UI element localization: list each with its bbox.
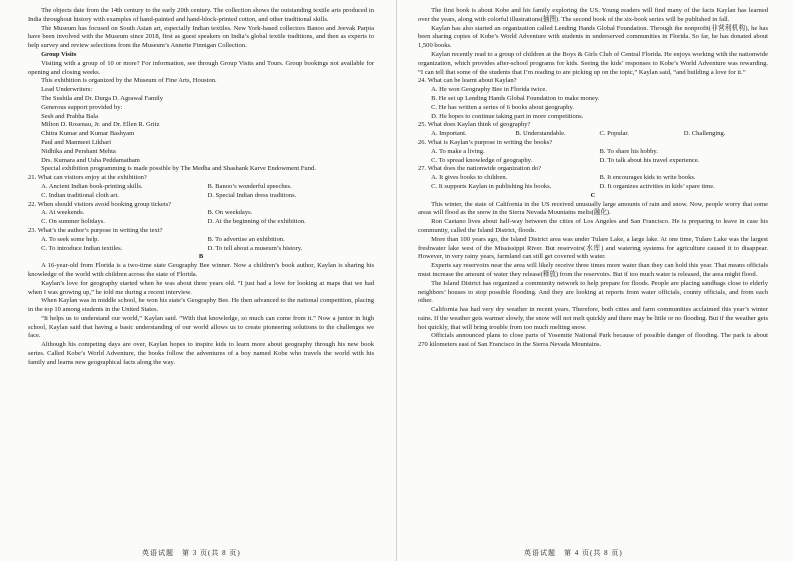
- option-b: B. To share his hobby.: [599, 147, 658, 155]
- option-d: D. Special Indian dress traditions.: [207, 191, 297, 199]
- sponsor-line: Chitra Kumar and Kumar Bashyam: [41, 130, 135, 138]
- option-c: C. On summer holidays.: [41, 218, 105, 226]
- option-b: B. Understandable.: [515, 130, 566, 138]
- right-page: [418, 7, 768, 547]
- option-b: B. To advertise an exhibition.: [207, 235, 285, 243]
- option-b: B. It encourages kids to write books.: [599, 174, 696, 182]
- paragraph: The Island District has organized a community network to help prepare for floods. People are placing sandbags close to elderly neighbors’ houses to stop possible flooding. And they are looking at reports from water officials, county officials, and from each other.: [418, 279, 768, 305]
- question-25-options: [418, 130, 768, 139]
- option-c: C. Indian traditional cloth art.: [41, 191, 119, 199]
- option-d: D. At the beginning of the exhibition.: [207, 218, 306, 226]
- paragraph: The objects date from the 14th century to the early 20th century. The collection shows the outstanding textile arts produced in India throughout history with examples of hand-painted and hand-block-printed cotton, and other traditional skills.: [28, 7, 374, 23]
- option-b: B. Banoo’s wonderful speeches.: [207, 182, 292, 190]
- question-27: 27. What does the nationwide organization do?: [418, 165, 542, 173]
- option-c: C. He has written a series of 6 books about geography.: [431, 103, 574, 111]
- paragraph: Kaylan recently read to a group of children at the Boys & Girls Club of Central Florida. He enjoys working with the nationwide organization, which provides after-school programs for kids. Seeing the kids’ responses to Kobe’s World Adventure was rewarding. “I can tell that some of the students that I’m reading to are picking up on the topic,” Kaylan said, “and building a love for it.”: [418, 50, 768, 76]
- option-d: D. He hopes to continue taking part in more competitions.: [431, 112, 584, 120]
- sponsor-line: The Sushila and Dr. Durga D. Agrawal Family: [41, 94, 163, 102]
- sponsor-line: Nidhika and Pershant Mehta: [41, 147, 116, 155]
- paragraph: Special exhibition programming is made possible by The Medha and Shashank Karve Endowment Fund.: [41, 165, 316, 173]
- question-25: 25. What does Kaylan think of geography?: [418, 121, 531, 129]
- paragraph: Although his competing days are over, Kaylan hopes to inspire kids to learn more about geography through his new book series. Called Kobe’s World Adventure, the books follow the adventures of a boy named Kobe who travels the world with his family and learns new geographical facts along the way.: [28, 341, 374, 366]
- sponsor-line: Sesh and Prabha Bala: [41, 112, 99, 120]
- paragraph: Experts say reservoirs near the area will likely receive three times more water than they can hold this year. That means officials must increase the amount of water they release(释放) from the reservoirs. But if too much water is released, the area might flood.: [418, 262, 768, 278]
- option-d: D. To talk about his travel experience.: [599, 156, 700, 164]
- option-d: D. To tell about a museum’s history.: [207, 244, 303, 252]
- paragraph: The Museum has focused on South Asian art, especially Indian textiles. New York-based collectors Banoo and Jeevak Parpia have been involved with the Museum since 2018, first as guest speakers on India’s global textile traditions, and then as experts to help survey and review selections from the Museum’s Annette Finnigan Collection.: [28, 24, 374, 50]
- paragraph: More than 100 years ago, the Island District area was under Tulare Lake, a large lake. At one time, Tulare Lake was the largest freshwater lake west of the Mississippi River. But reservoirs(水库) and watering systems for agriculture caused it to disappear. However, in very rainy years, farmland can still get covered with water.: [418, 235, 768, 261]
- paragraph: Kaylan has also started an organization called Lending Hands Global Foundation. Through the nonprofit(非营利机构), he has been sharing copies of Kobe’s World Adventure with students in underserved communities in Florida. So far, he has donated about 1,500 books.: [418, 24, 768, 50]
- section-heading: Group Visits: [41, 50, 77, 58]
- option-c: C. To introduce Indian textiles.: [41, 244, 123, 252]
- option-b: B. He set up Lending Hands Global Foundation to make money.: [431, 94, 600, 102]
- option-a: A. At weekends.: [41, 209, 85, 217]
- option-c: C. To spread knowledge of geography.: [431, 156, 533, 164]
- page-footer-left: 英语试题 第 3 页(共 8 页): [142, 549, 241, 557]
- question-24-options: [418, 86, 768, 121]
- question-22: 22. When should visitors avoid booking group tickets?: [28, 200, 172, 208]
- page-footer-right: 英语试题 第 4 页(共 8 页): [524, 549, 623, 557]
- question-27-options: [418, 174, 768, 192]
- question-24: 24. What can be learnt about Kaylan?: [418, 77, 517, 85]
- question-26-options: [418, 148, 768, 166]
- sponsor-line: Milton D. Rosenau, Jr. and Dr. Ellen R. Gritz: [41, 121, 160, 129]
- option-c: C. Popular.: [599, 130, 629, 138]
- paragraph: This exhibition is organized by the Museum of Fine Arts, Houston.: [41, 77, 217, 85]
- option-a: A. Ancient Indian book-printing skills.: [41, 182, 143, 190]
- question-22-options: [28, 209, 374, 227]
- paragraph: A 16-year-old from Florida is a two-time state Geography Bee winner. Now a children’s book author, Kaylan is sharing his knowledge of the world with children across the state of Florida.: [28, 262, 374, 278]
- page-divider: [396, 0, 397, 561]
- question-23-options: [28, 236, 374, 254]
- option-a: A. He won Geography Bee in Florida twice.: [431, 86, 547, 94]
- option-b: B. On weekdays.: [207, 209, 253, 217]
- option-c: C. It supports Kaylan in publishing his books.: [431, 182, 552, 190]
- option-a: A. To seek some help.: [41, 235, 100, 243]
- option-a: A. Important.: [431, 130, 467, 138]
- section-marker-c: C: [590, 191, 596, 199]
- left-page: [28, 7, 374, 547]
- paragraph: Officials announced plans to close parts of Yosemite National Park because of possible danger of flooding. The park is about 270 kilometers east of San Francisco in the Sierra Nevada Mountains.: [418, 332, 768, 349]
- sponsor-line: Paul and Manmeet Likhari: [41, 138, 112, 146]
- paragraph: Kaylan’s love for geography started when he was about three years old. “I just had a love for looking at maps that we had when I was growing up,” he told me during a recent interview.: [28, 279, 374, 296]
- sponsor-line: Drs. Kumara and Usha Peddamatham: [41, 156, 140, 164]
- option-a: A. To make a living.: [431, 147, 485, 155]
- question-26: 26. What is Kaylan’s purpose in writing the books?: [418, 138, 553, 146]
- paragraph: “It helps us to understand our world,” Kaylan said. “With that knowledge, so much can come from it.” Now a junior in high school, Kaylan said that having a basic understanding of our world allows us to create pioneering solutions to the challenges we face.: [28, 314, 374, 340]
- option-a: A. It gives books to children.: [431, 174, 508, 182]
- question-21-options: [28, 183, 374, 201]
- sponsor-line: Lead Underwriters:: [41, 86, 93, 94]
- section-marker-b: B: [198, 253, 204, 261]
- question-21: 21. What can visitors enjoy at the exhibition?: [28, 174, 147, 182]
- question-23: 23. What’s the author’s purpose in writing the text?: [28, 226, 163, 234]
- paragraph: Visiting with a group of 10 or more? For information, see through Group Visits and Tours. Group bookings not available for opening and closing weeks.: [28, 59, 374, 76]
- sponsor-line: Generous support provided by:: [41, 103, 123, 111]
- sponsor-list: [28, 86, 374, 165]
- paragraph: When Kaylan was in middle school, he won his state’s Geography Bee. He then advanced to the national competition, placing in the top 10 among students in the United States.: [28, 297, 374, 314]
- paragraph: Ron Caetano lives about half-way between the cities of Los Angeles and San Francisco. He is preparing to leave in case his community, called the Island District, floods.: [418, 218, 768, 234]
- option-d: D. Challenging.: [683, 130, 726, 138]
- paragraph: The first book is about Kobe and his family exploring the US. Young readers will find many of the facts Kaylan has learned over the years, along with colorful illustrations(插图). The second book of the six-book series will be published in fall.: [418, 7, 768, 23]
- paragraph: California has had very dry weather in recent years. Therefore, both cities and farm communities acclaimed this year’s winter rains. If the weather gets warmer slowly, the snow will not melt quickly and there may be little or no flooding. But if the weather gets hot quickly, that will bring trouble from too much melting snow.: [418, 306, 768, 331]
- option-d: D. It organizes activities in kids’ spare time.: [599, 182, 715, 190]
- paragraph: This winter, the state of California in the US received unusually large amounts of rain and snow. Now, people worry that some areas will flood as the snow in the Sierra Nevada Mountains melts(融化).: [418, 200, 768, 217]
